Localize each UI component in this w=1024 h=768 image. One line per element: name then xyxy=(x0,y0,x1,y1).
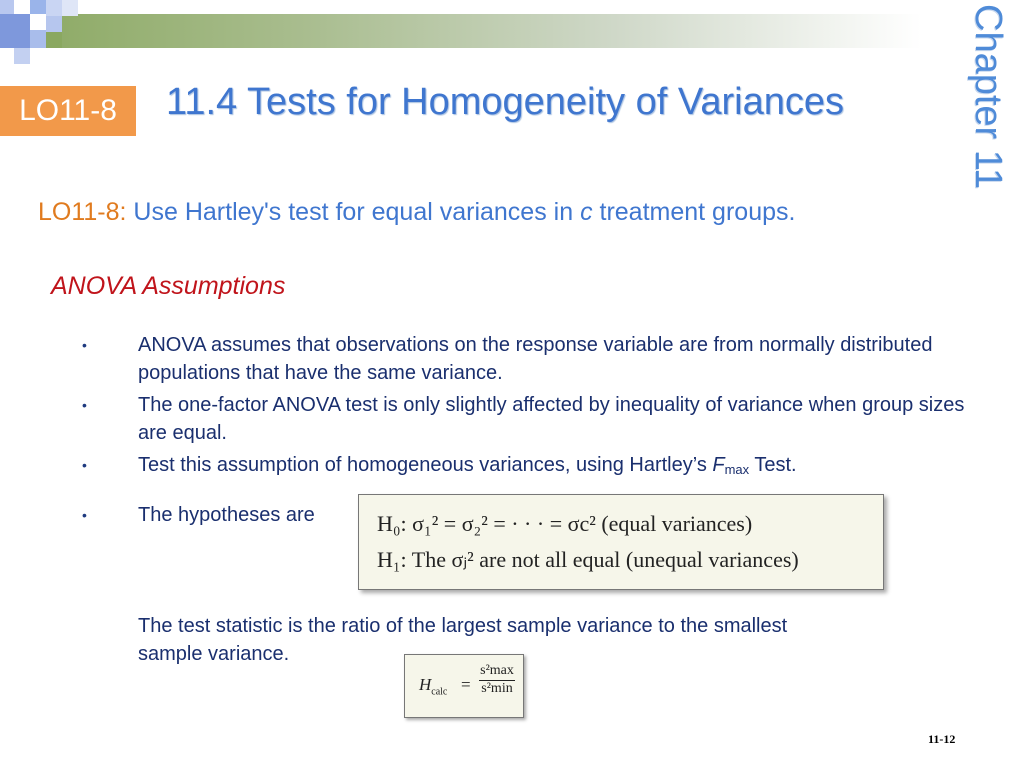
bullet-item-text: Test this assumption of homogeneous variances, using Hartley’s xyxy=(138,454,713,476)
slide-title: 11.4 Tests for Homogeneity of Variances xyxy=(166,81,845,123)
objective-text-before: Use Hartley's test for equal variances in xyxy=(126,198,581,226)
formula-lhs-subscript: calc xyxy=(431,686,448,698)
bullet-item: The one-factor ANOVA test is only slightly affected by inequality of variance when group sizes are equal. xyxy=(138,394,965,444)
top-decorative-band xyxy=(0,14,1024,48)
bullet-marker: • xyxy=(82,337,87,353)
formula-fraction xyxy=(479,663,515,697)
alternative-hypothesis: H₁: The σⱼ² are not all equal (unequal variances) xyxy=(377,547,799,572)
null-hypothesis: H₀: σ₁² = σ₂² = · · · = σc² (equal variances) xyxy=(377,511,753,536)
decor-square xyxy=(46,32,62,48)
fmax-letter: F xyxy=(712,454,725,476)
formula-equals: = xyxy=(461,675,471,694)
decor-square xyxy=(46,0,62,16)
bullet-marker: • xyxy=(82,457,87,473)
test-statistic-description: The test statistic is the ratio of the largest sample variance to the smallest sample variance. xyxy=(138,615,788,665)
bullet-item: The hypotheses are xyxy=(138,504,315,526)
chapter-label: Chapter 11 xyxy=(967,4,1009,190)
bullet-marker: • xyxy=(82,397,87,413)
objective-text-after: treatment groups. xyxy=(592,198,796,226)
formula-numerator: s²max xyxy=(479,663,515,681)
objective-code: LO11-8: xyxy=(38,198,127,226)
bullet-item: ANOVA assumes that observations on the response variable are from normally distributed populations that have the same variance. xyxy=(138,334,933,384)
fmax-suffix: Test. xyxy=(749,454,797,476)
decor-square xyxy=(0,14,30,48)
decor-square xyxy=(30,30,46,48)
lo-badge: LO11-8 xyxy=(0,86,136,136)
decor-square xyxy=(46,16,62,32)
bullet-item xyxy=(138,451,978,484)
formula-lhs xyxy=(419,675,447,697)
decor-square xyxy=(30,14,46,30)
formula-denominator: s²min xyxy=(481,681,513,696)
hcalc-formula-box xyxy=(404,654,524,718)
bullet-marker: • xyxy=(82,507,87,523)
decor-square xyxy=(0,0,14,14)
hypotheses-box xyxy=(358,494,884,590)
section-heading: ANOVA Assumptions xyxy=(51,272,286,300)
decor-square xyxy=(62,0,78,16)
learning-objective xyxy=(38,196,918,228)
page-number: 11-12 xyxy=(928,732,956,746)
fmax-subscript: max xyxy=(724,462,750,477)
formula-lhs-letter: H xyxy=(419,675,432,694)
objective-italic-word: c xyxy=(580,198,593,226)
decor-square xyxy=(14,48,30,64)
decor-square xyxy=(14,0,28,14)
